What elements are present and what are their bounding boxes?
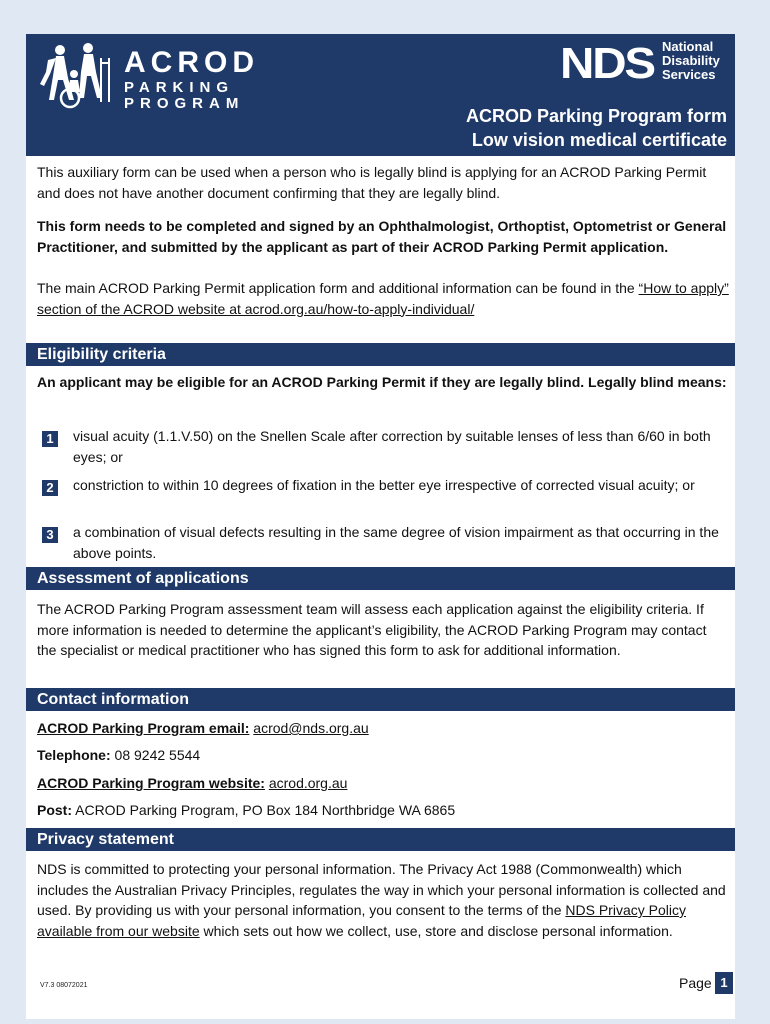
privacy-policy-link[interactable]: NDS Privacy Policy available from our website — [37, 902, 686, 939]
item-text: a combination of visual defects resulting in the same degree of vision impairment as that occurring in the above points. — [73, 524, 719, 561]
item-text: visual acuity (1.1.V.50) on the Snellen Scale after correction by suitable lenses of less than 6/60 in both eyes; or — [73, 428, 711, 465]
acrod-figures-icon — [38, 40, 118, 110]
item-number-badge: 1 — [42, 431, 58, 447]
nds-name — [662, 40, 720, 82]
item-text: constriction to within 10 degrees of fixation in the better eye irrespective of corrected visual acuity; or — [73, 477, 695, 493]
contact-telephone — [37, 745, 200, 766]
contact-post — [37, 800, 455, 821]
form-page — [26, 34, 735, 1019]
privacy-text: NDS is committed to protecting your personal information. The Privacy Act 1988 (Commonwealth) which includes the Australian Privacy Principles, regulates the way in which your personal information is collected and used. By providing us with your personal information, you consent to the terms of the — [37, 861, 726, 918]
page-number-badge: 1 — [715, 972, 733, 994]
nds-line-3: Services — [662, 67, 716, 82]
header-banner — [26, 34, 735, 156]
acrod-parking-program-logo — [38, 40, 259, 112]
parking-wordmark: PARKING — [124, 79, 235, 96]
post-value: ACROD Parking Program, PO Box 184 Northbridge WA 6865 — [75, 802, 456, 818]
post-label: Post: — [37, 802, 72, 818]
how-to-apply-link[interactable]: “How to apply” section of the ACROD website at acrod.org.au/how-to-apply-individual/ — [37, 280, 729, 317]
contact-heading: Contact information — [26, 688, 735, 711]
nds-mark: NDS — [560, 40, 655, 82]
acrod-wordmark: ACROD — [124, 46, 259, 79]
eligibility-lead: An applicant may be eligible for an ACROD Parking Permit if they are legally blind. Legally blind means: — [37, 374, 727, 390]
telephone-label: Telephone: — [37, 747, 111, 763]
website-link[interactable]: acrod.org.au — [268, 775, 348, 791]
program-wordmark: PROGRAM — [124, 95, 245, 112]
privacy-heading: Privacy statement — [26, 828, 735, 851]
form-title — [466, 104, 727, 152]
nds-line-1: National — [662, 39, 714, 54]
item-number-badge: 2 — [42, 480, 58, 496]
nds-wordmark-icon — [560, 40, 656, 82]
version-label: V7.3 08072021 — [40, 982, 88, 989]
telephone-value: 08 9242 5544 — [114, 747, 201, 763]
nds-logo — [560, 40, 730, 84]
intro-paragraph-3-text: The main ACROD Parking Permit application form and additional information can be found in the — [37, 280, 639, 296]
privacy-paragraph — [37, 859, 729, 941]
email-link[interactable]: acrod@nds.org.au — [253, 720, 369, 736]
email-label: ACROD Parking Program email: — [37, 720, 250, 736]
page-label: Page — [679, 975, 712, 991]
intro-paragraph-2: This form needs to be completed and signed by an Ophthalmologist, Orthoptist, Optometrist or General Practitioner, and submitted by the applicant as part of their ACROD Parking Permit application. — [37, 218, 727, 255]
title-line-2: Low vision medical certificate — [471, 130, 727, 150]
eligibility-heading: Eligibility criteria — [26, 343, 735, 366]
title-line-1: ACROD Parking Program form — [465, 106, 727, 126]
contact-email — [37, 718, 369, 739]
intro-paragraph-3 — [37, 278, 729, 319]
contact-website — [37, 773, 347, 794]
item-number-badge: 3 — [42, 527, 58, 543]
intro-paragraph-1: This auxiliary form can be used when a person who is legally blind is applying for an ACROD Parking Permit and does not have another document confirming that they are legally blind. — [37, 164, 707, 201]
nds-line-2: Disability — [662, 53, 720, 68]
website-label: ACROD Parking Program website: — [37, 775, 265, 791]
assessment-paragraph: The ACROD Parking Program assessment team will assess each application against the eligibility criteria. If more information is needed to determine the applicant’s eligibility, the ACROD Parking Program may contact the specialist or medical practitioner who has signed this form to ask for additional information. — [37, 601, 707, 658]
privacy-text-end: which sets out how we collect, use, store and disclose personal information. — [199, 922, 673, 939]
assessment-heading: Assessment of applications — [26, 567, 735, 590]
